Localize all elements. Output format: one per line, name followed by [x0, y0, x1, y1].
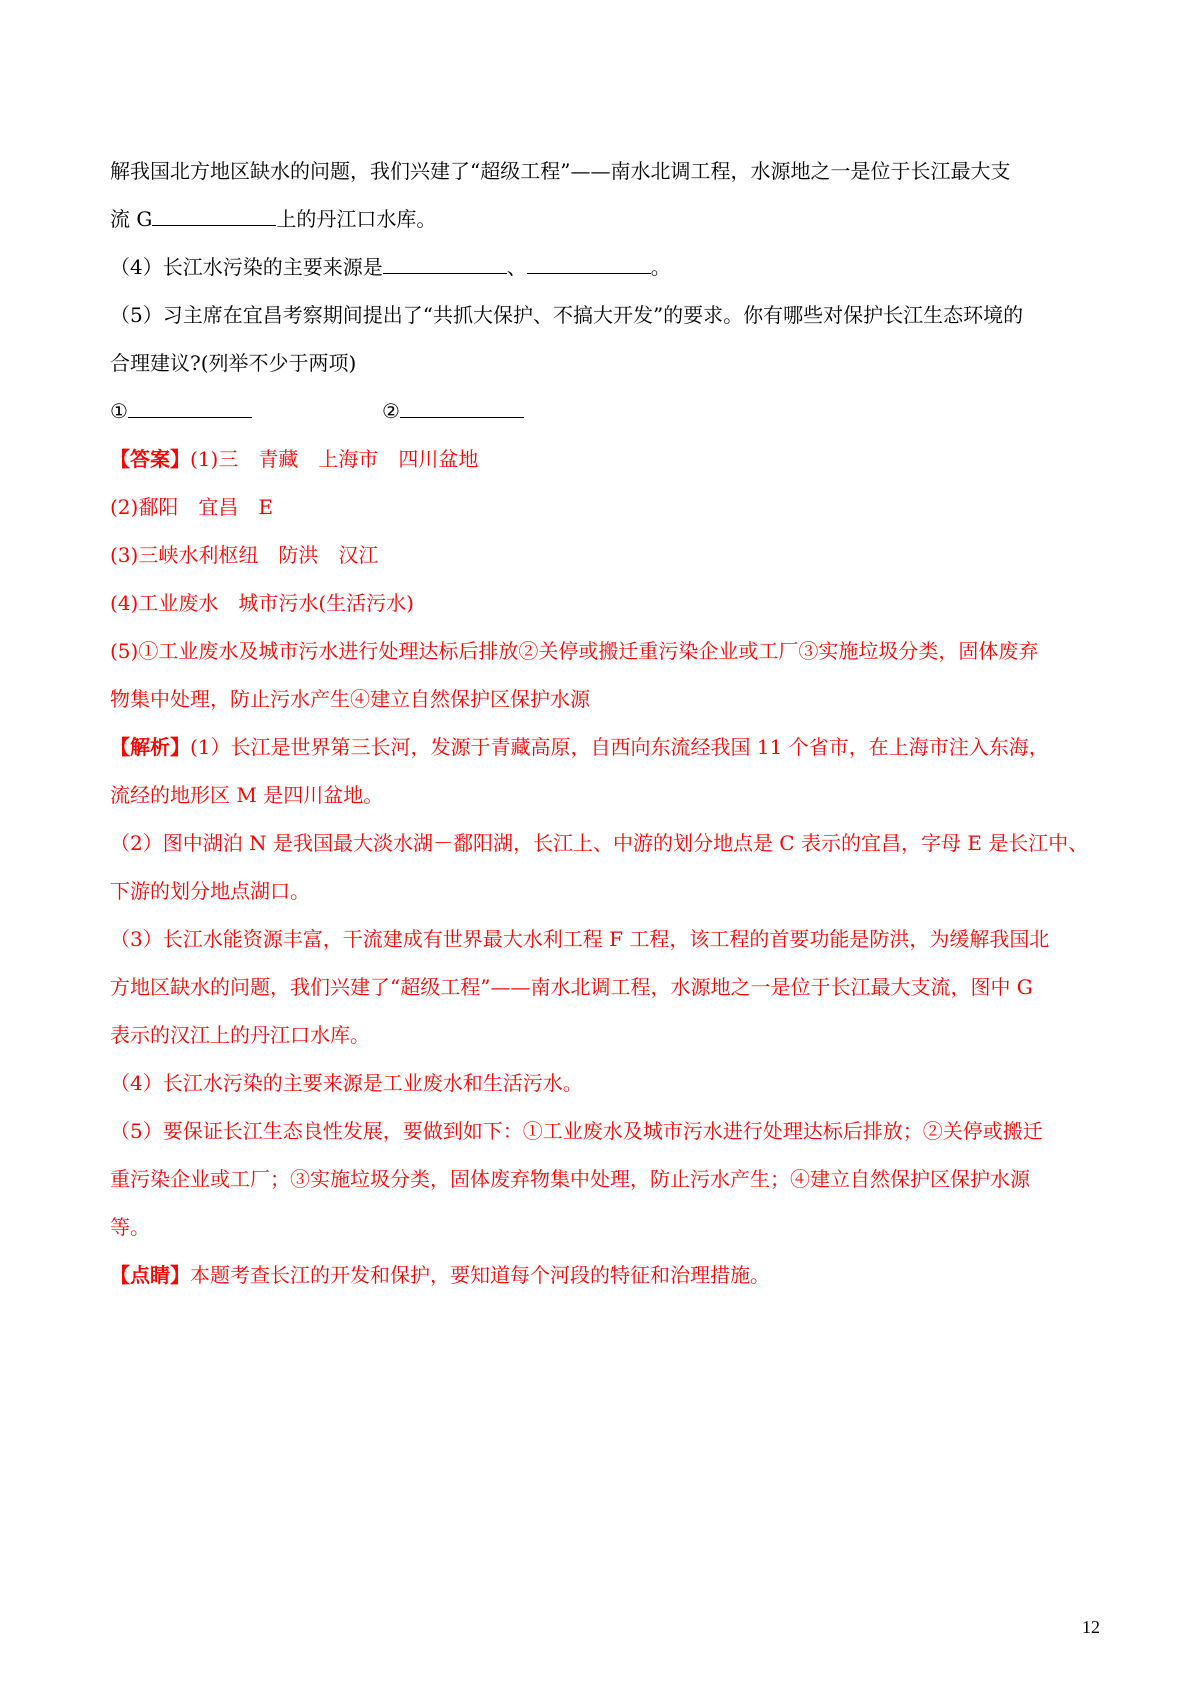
- answer-blank-option-2: [400, 397, 524, 418]
- answer-line-1: [110, 435, 1100, 483]
- analysis-tag: 【解析】: [110, 735, 190, 759]
- question-line-1: 解我国北方地区缺水的问题，我们兴建了“超级工程”——南水北调工程，水源地之一是位于长江最大支: [110, 159, 1011, 183]
- page-number: 12: [1082, 1617, 1100, 1637]
- answer-5-line-1: (5)①工业废水及城市污水进行处理达标后排放②关停或搬迁重污染企业或工厂③实施垃圾分类，固体废弃: [110, 639, 1039, 663]
- answer-blank-q4-1: [383, 253, 507, 274]
- comment-tag: 【点睛】: [110, 1263, 190, 1287]
- question-4-end: 。: [650, 255, 671, 279]
- question-line-2-suffix: 上的丹江口水库。: [276, 207, 437, 231]
- answer-blank-option-1: [128, 397, 252, 418]
- analysis-line-1: [110, 723, 1100, 771]
- analysis-5-line-3: 等。: [110, 1215, 150, 1239]
- analysis-3-line-1: （3）长江水能资源丰富，干流建成有世界最大水利工程 F 工程，该工程的首要功能是防洪，为缓解我国北: [110, 927, 1050, 951]
- option-1-marker: ①: [110, 399, 128, 423]
- comment-text: 本题考查长江的开发和保护，要知道每个河段的特征和治理措施。: [190, 1263, 770, 1287]
- analysis-5-line-2: 重污染企业或工厂；③实施垃圾分类，固体废弃物集中处理，防止污水产生；④建立自然保护区保护水源: [110, 1167, 1030, 1191]
- analysis-1-line-2: 流经的地形区 M 是四川盆地。: [110, 783, 384, 807]
- question-line-2: [110, 195, 1100, 243]
- question-5-options: [110, 387, 1100, 435]
- question-4-prefix: （4）长江水污染的主要来源是: [110, 255, 383, 279]
- document-body: [110, 147, 1100, 1299]
- answer-1: (1)三 青藏 上海市 四川盆地: [190, 447, 479, 471]
- answer-4: (4)工业废水 城市污水(生活污水): [110, 591, 414, 615]
- answer-2: (2)鄱阳 宜昌 E: [110, 495, 273, 519]
- analysis-2-line-1: （2）图中湖泊 N 是我国最大淡水湖－鄱阳湖，长江上、中游的划分地点是 C 表示的宜昌，字母 E 是长江中、: [110, 831, 1089, 855]
- answer-3: (3)三峡水利枢纽 防洪 汉江: [110, 543, 379, 567]
- analysis-2-line-2: 下游的划分地点湖口。: [110, 879, 310, 903]
- question-4-sep: 、: [506, 255, 527, 279]
- answer-blank-q4-2: [527, 253, 651, 274]
- analysis-5-line-1: （5）要保证长江生态良性发展，要做到如下：①工业废水及城市污水进行处理达标后排放；②关停或搬迁: [110, 1119, 1043, 1143]
- question-5-line-1: （5）习主席在宜昌考察期间提出了“共抓大保护、不搞大开发”的要求。你有哪些对保护长江生态环境的: [110, 303, 1024, 327]
- question-line-2-prefix: 流 G: [110, 207, 153, 231]
- answer-5-line-2: 物集中处理，防止污水产生④建立自然保护区保护水源: [110, 687, 590, 711]
- analysis-3-line-3: 表示的汉江上的丹江口水库。: [110, 1023, 370, 1047]
- option-2-marker: ②: [381, 399, 400, 423]
- question-5-line-2: 合理建议?(列举不少于两项): [110, 351, 357, 375]
- analysis-1-line-1: (1）长江是世界第三长河，发源于青藏高原，自西向东流经我国 11 个省市，在上海市注入东海，: [190, 735, 1049, 759]
- comment-line: [110, 1251, 1100, 1299]
- analysis-3-line-2: 方地区缺水的问题，我们兴建了“超级工程”——南水北调工程，水源地之一是位于长江最大支流，图中 G: [110, 975, 1033, 999]
- question-4: [110, 243, 1100, 291]
- analysis-4: （4）长江水污染的主要来源是工业废水和生活污水。: [110, 1071, 583, 1095]
- answer-blank-g: [152, 205, 276, 226]
- answer-tag: 【答案】: [110, 447, 190, 471]
